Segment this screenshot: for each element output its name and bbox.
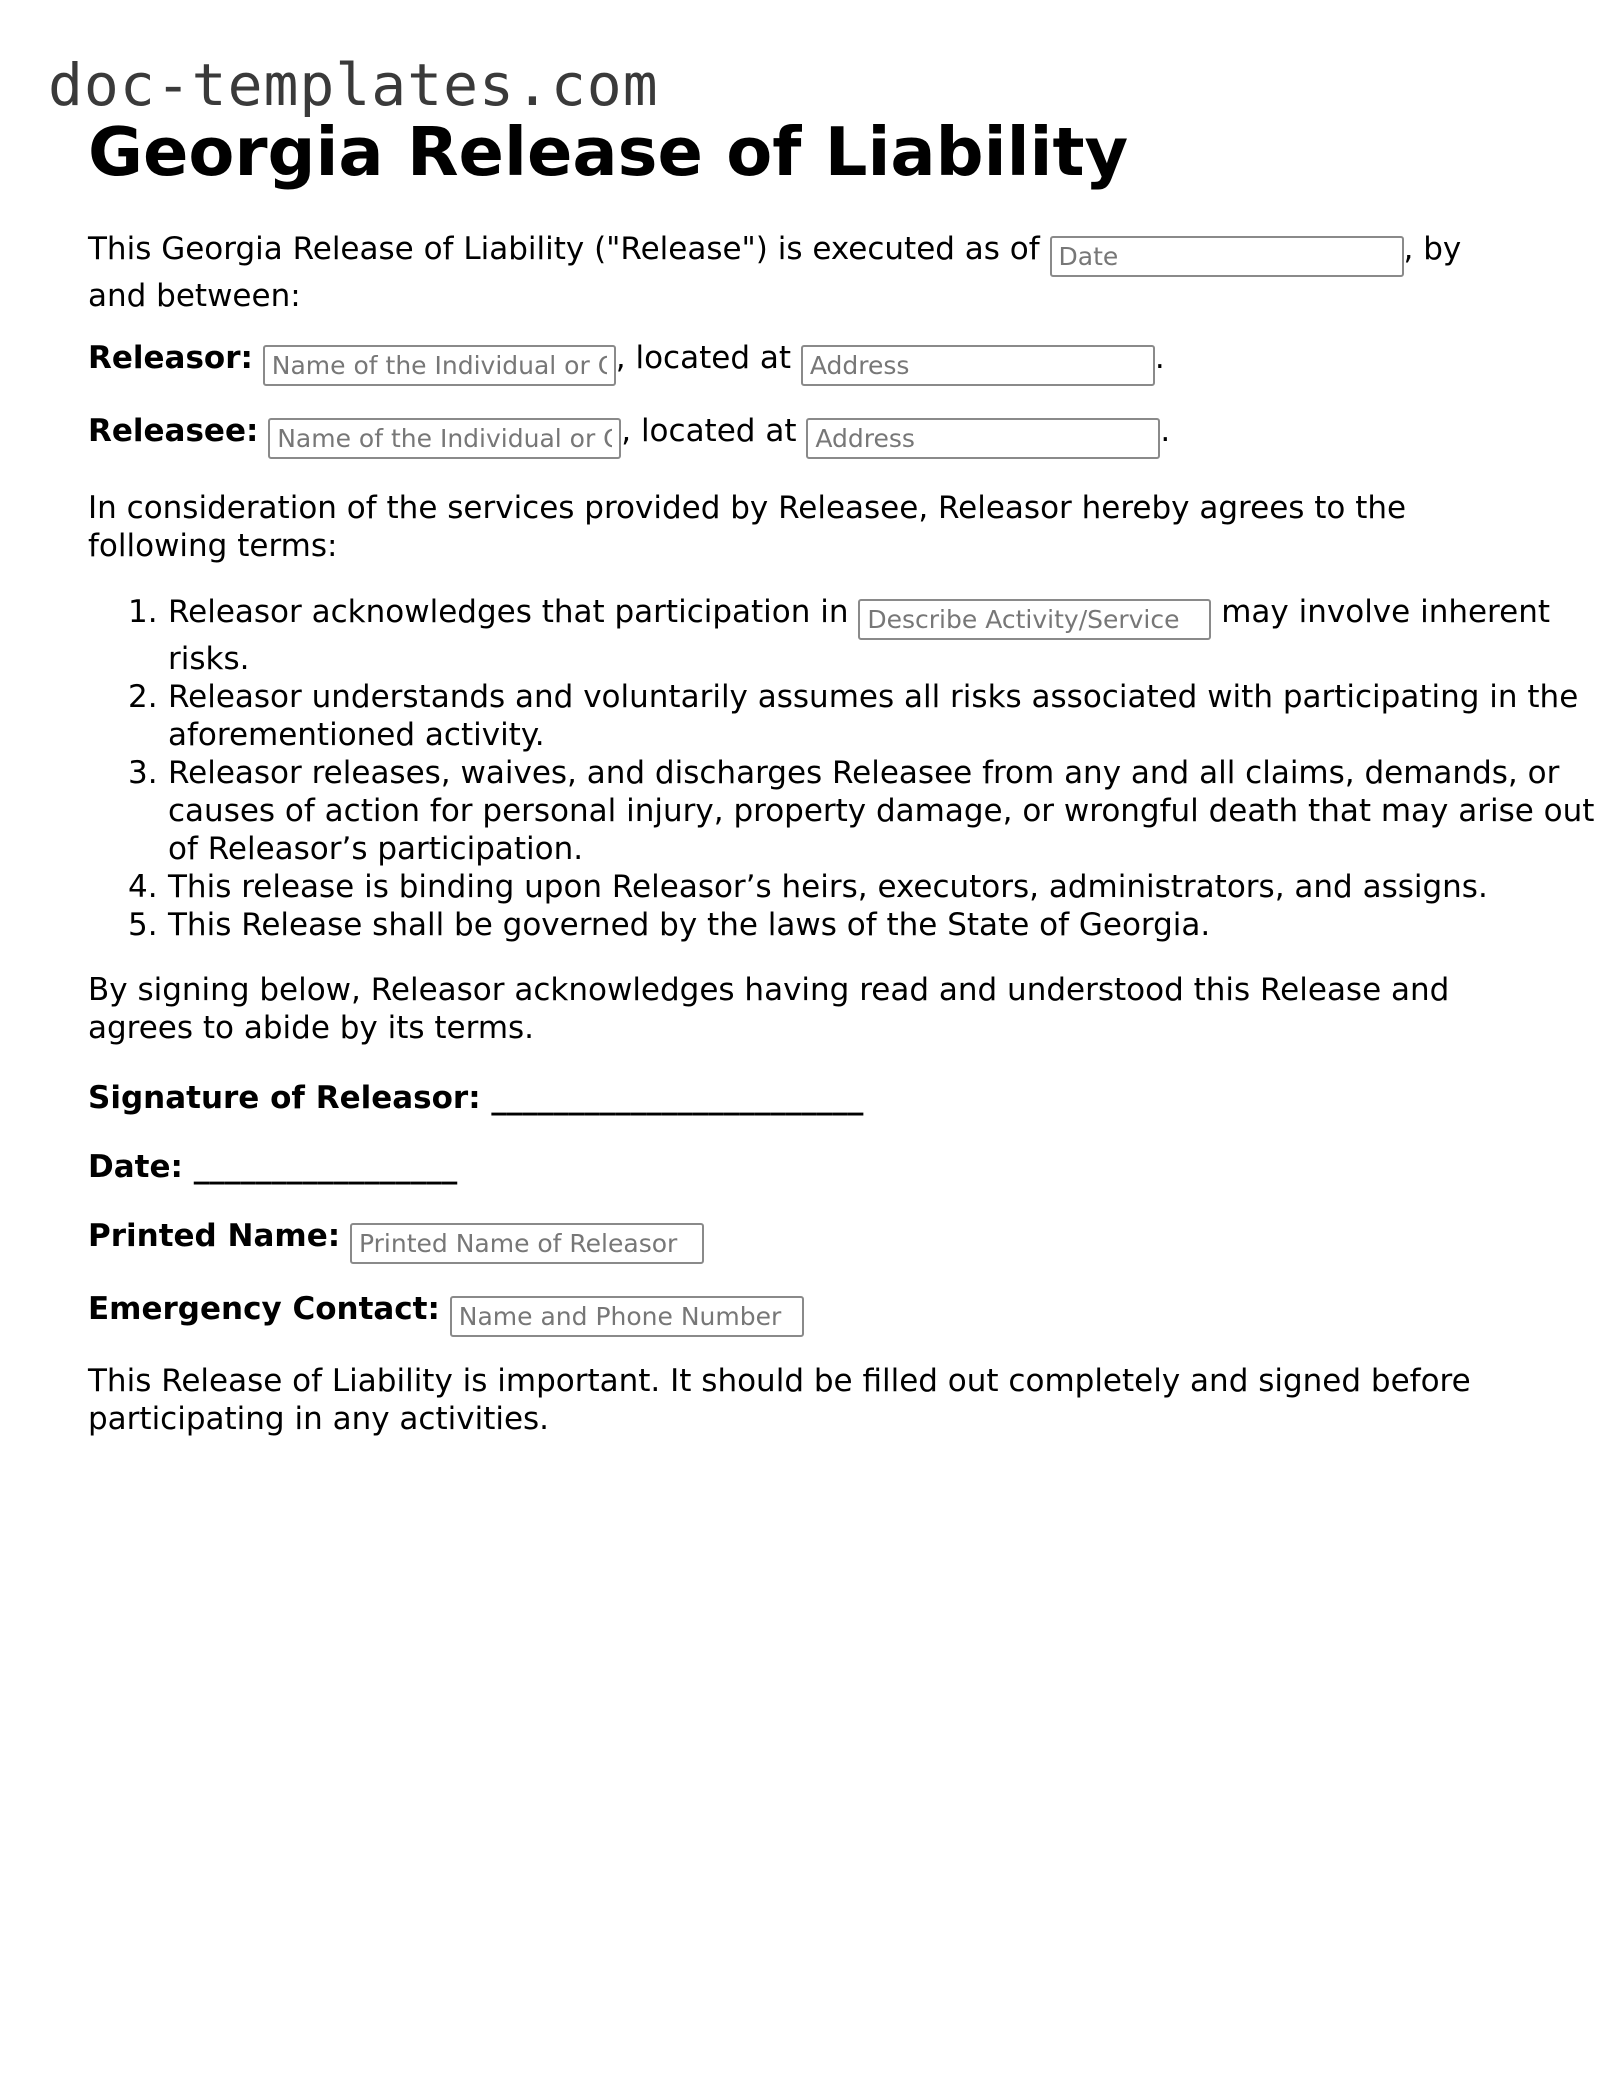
closing-paragraph: This Release of Liability is important. It should be filled out completely and signed before participating in any activities. — [88, 1363, 1471, 1437]
term-text: This Release shall be governed by the laws of the State of Georgia. — [168, 907, 1211, 943]
releasee-located-at: , located at — [621, 413, 807, 449]
signature-blank[interactable]: ________________________ — [480, 1080, 864, 1116]
term-text: Releasor releases, waives, and discharges Releasee from any and all claims, demands, or causes of action for personal injury, property damage, or wrongful death that may arise out of Releasor’s participation. — [168, 755, 1595, 867]
execution-date-input[interactable] — [1050, 236, 1404, 277]
terms-list — [88, 593, 1598, 944]
signature-label: Signature of Releasor: — [88, 1080, 481, 1116]
page-title: Georgia Release of Liability — [88, 113, 1129, 191]
term-text: This release is binding upon Releasor’s heirs, executors, administrators, and assigns. — [168, 869, 1488, 905]
releasor-address-input[interactable] — [801, 345, 1155, 386]
emergency-contact-label: Emergency Contact: — [88, 1291, 440, 1327]
watermark: doc-templates.com — [48, 51, 659, 119]
activity-service-input[interactable] — [858, 599, 1211, 640]
term-item — [128, 678, 1598, 754]
date-line — [88, 1148, 1518, 1186]
term-item — [128, 593, 1598, 678]
releasee-name-input[interactable] — [268, 418, 621, 459]
term-item — [128, 906, 1598, 944]
printed-name-input[interactable] — [350, 1223, 704, 1264]
intro-text-before: This Georgia Release of Liability ("Release") is executed as of — [88, 231, 1050, 267]
releasor-line — [88, 339, 1518, 386]
term-number: 4. — [128, 869, 158, 905]
term-number: 5. — [128, 907, 158, 943]
releasee-line-end: . — [1160, 413, 1171, 449]
releasor-line-end: . — [1154, 340, 1165, 376]
releasee-line — [88, 412, 1518, 459]
intro-paragraph — [88, 230, 1518, 315]
releasee-label: Releasee: — [88, 413, 259, 449]
intro-text-after: , by and between: — [88, 231, 1462, 314]
emergency-contact-input[interactable] — [450, 1296, 804, 1337]
acknowledgement-paragraph: By signing below, Releasor acknowledges having read and understood this Release and agrees to abide by its terms. — [88, 972, 1450, 1046]
releasor-located-at: , located at — [615, 340, 801, 376]
releasor-label: Releasor: — [88, 340, 253, 376]
emergency-contact-line — [88, 1290, 1518, 1337]
releasee-address-input[interactable] — [806, 418, 1160, 459]
term-text: Releasor understands and voluntarily assumes all risks associated with participating in the aforementioned activity. — [168, 679, 1579, 753]
term-text-after: may involve inherent risks. — [168, 594, 1550, 677]
date-label: Date: — [88, 1149, 183, 1185]
term-number: 3. — [128, 755, 158, 791]
releasor-name-input[interactable] — [263, 345, 616, 386]
consideration-paragraph: In consideration of the services provided by Releasee, Releasor hereby agrees to the following terms: — [88, 490, 1407, 564]
term-number: 1. — [128, 594, 158, 630]
term-text-before: Releasor acknowledges that participation in — [168, 594, 859, 630]
printed-name-line — [88, 1217, 1518, 1264]
term-number: 2. — [128, 679, 158, 715]
term-item — [128, 868, 1598, 906]
signature-line — [88, 1079, 1518, 1117]
date-blank[interactable]: _________________ — [182, 1149, 458, 1185]
printed-name-label: Printed Name: — [88, 1218, 341, 1254]
term-item — [128, 754, 1598, 868]
